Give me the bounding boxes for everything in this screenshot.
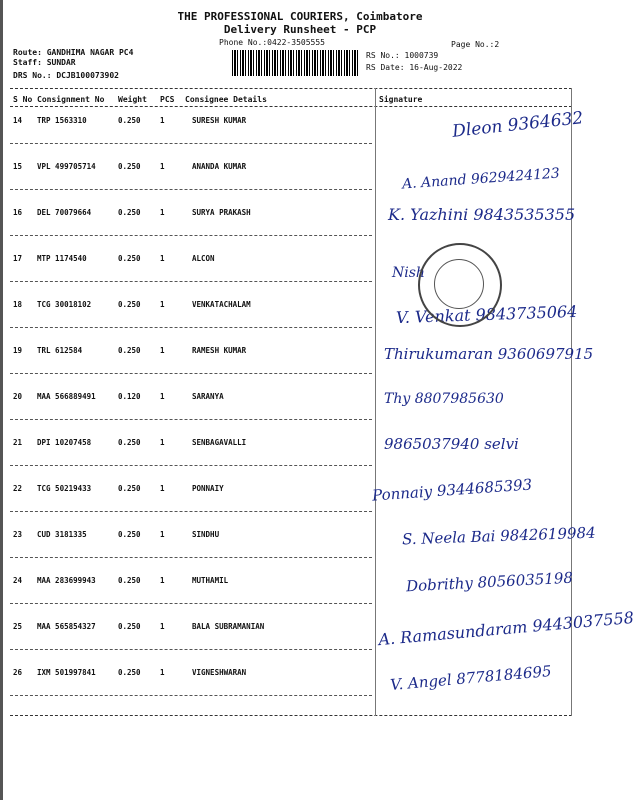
table-row — [0, 568, 600, 617]
row-pcs: 1 — [160, 208, 165, 217]
col-header-weight: Weight — [118, 95, 147, 104]
row-sno: 26 — [13, 668, 23, 677]
table-row — [0, 295, 600, 341]
row-consignment-no: CUD 3181335 — [37, 530, 87, 539]
row-sno: 17 — [13, 254, 23, 263]
table-row — [0, 663, 600, 709]
row-pcs: 1 — [160, 254, 165, 263]
row-consignment-no: TCG 30018102 — [37, 300, 92, 309]
rs-date: RS Date: 16-Aug-2022 — [366, 63, 463, 72]
row-consignment-no: TRP 1563310 — [37, 116, 87, 125]
row-consignment-no: DEL 70079664 — [37, 208, 92, 217]
handwritten-signature: Thirukumaran 9360697915 — [384, 345, 594, 363]
row-weight: 0.250 — [118, 530, 141, 539]
row-pcs: 1 — [160, 162, 165, 171]
row-consignee: SURESH KUMAR — [192, 116, 247, 125]
row-separator — [10, 373, 372, 374]
row-consignment-no: MTP 1174540 — [37, 254, 87, 263]
row-sno: 25 — [13, 622, 23, 631]
row-sno: 16 — [13, 208, 23, 217]
staff-label: Staff: SUNDAR — [13, 58, 76, 67]
handwritten-signature: V. Angel 8778184695 — [389, 661, 553, 695]
row-sno: 15 — [13, 162, 23, 171]
barcode — [232, 50, 358, 76]
table-bottom-rule — [10, 715, 572, 716]
row-weight: 0.250 — [118, 208, 141, 217]
row-consignment-no: MAA 283699943 — [37, 576, 96, 585]
row-pcs: 1 — [160, 300, 165, 309]
row-consignment-no: IXM 501997841 — [37, 668, 96, 677]
rs-number: RS No.: 1000739 — [366, 51, 439, 60]
handwritten-signature: Ponnaiy 9344685393 — [371, 475, 533, 505]
row-sno: 24 — [13, 576, 23, 585]
col-header-signature: Signature — [379, 95, 423, 104]
row-consignee: SINDHU — [192, 530, 220, 539]
row-separator — [10, 603, 372, 604]
row-consignment-no: DPI 10207458 — [37, 438, 92, 447]
handwritten-signature: K. Yazhini 9843535355 — [388, 205, 576, 224]
row-consignee: ALCON — [192, 254, 215, 263]
table-row — [0, 249, 600, 295]
row-separator — [10, 695, 372, 696]
row-sno: 18 — [13, 300, 23, 309]
row-consignee: MUTHAMIL — [192, 576, 229, 585]
row-weight: 0.250 — [118, 116, 141, 125]
row-consignment-no: TCG 50219433 — [37, 484, 92, 493]
row-weight: 0.250 — [118, 438, 141, 447]
row-consignment-no: TRL 612584 — [37, 346, 83, 355]
row-weight: 0.250 — [118, 162, 141, 171]
company-name: THE PROFESSIONAL COURIERS, Coimbatore — [177, 10, 423, 23]
row-separator — [10, 511, 372, 512]
row-separator — [10, 465, 372, 466]
row-separator — [10, 327, 372, 328]
row-pcs: 1 — [160, 438, 165, 447]
row-consignment-no: MAA 566889491 — [37, 392, 96, 401]
row-separator — [10, 189, 372, 190]
table-row — [0, 433, 600, 479]
handwritten-signature: A. Ramasundaram 9443037558 — [377, 607, 635, 650]
row-weight: 0.250 — [118, 622, 141, 631]
row-consignee: RAMESH KUMAR — [192, 346, 247, 355]
table-row — [0, 475, 600, 525]
header-bottom-rule — [10, 106, 572, 107]
row-pcs: 1 — [160, 484, 165, 493]
row-consignment-no: VPL 499705714 — [37, 162, 96, 171]
row-pcs: 1 — [160, 576, 165, 585]
row-pcs: 1 — [160, 622, 165, 631]
row-consignee: SURYA PRAKASH — [192, 208, 251, 217]
row-sno: 14 — [13, 116, 23, 125]
table-row — [0, 387, 600, 433]
col-header-sno: S No — [13, 95, 33, 104]
row-sno: 20 — [13, 392, 23, 401]
table-row — [0, 108, 600, 157]
document-title — [0, 10, 600, 36]
row-separator — [10, 281, 372, 282]
row-weight: 0.250 — [118, 484, 141, 493]
row-consignee: PONNAIY — [192, 484, 224, 493]
col-header-consignee: Consignee Details — [185, 95, 267, 104]
sheet-title: Delivery Runsheet - PCP — [223, 23, 377, 36]
row-sno: 19 — [13, 346, 23, 355]
handwritten-signature: Thy 8807985630 — [384, 391, 504, 407]
header-top-rule — [10, 88, 572, 89]
route-label: Route: GANDHIMA NAGAR PC4 — [13, 48, 134, 57]
row-pcs: 1 — [160, 116, 165, 125]
delivery-stamp — [418, 243, 502, 327]
row-weight: 0.120 — [118, 392, 141, 401]
row-consignee: SENBAGAVALLI — [192, 438, 247, 447]
row-pcs: 1 — [160, 392, 165, 401]
row-consignment-no: MAA 565854327 — [37, 622, 96, 631]
row-separator — [10, 649, 372, 650]
handwritten-signature: 9865037940 selvi — [384, 435, 519, 453]
row-pcs: 1 — [160, 530, 165, 539]
phone-number: Phone No.:0422-3505555 — [219, 38, 325, 47]
row-consignee: SARANYA — [192, 392, 224, 401]
row-weight: 0.250 — [118, 346, 141, 355]
row-separator — [10, 419, 372, 420]
row-weight: 0.250 — [118, 668, 141, 677]
row-separator — [10, 143, 372, 144]
rs-info — [366, 50, 462, 74]
row-consignee: BALA SUBRAMANIAN — [192, 622, 265, 631]
table-row — [0, 157, 600, 203]
row-consignee: ANANDA KUMAR — [192, 162, 247, 171]
row-weight: 0.250 — [118, 576, 141, 585]
table-row — [0, 203, 600, 249]
row-sno: 21 — [13, 438, 23, 447]
table-row — [0, 525, 600, 571]
row-weight: 0.250 — [118, 300, 141, 309]
row-separator — [10, 235, 372, 236]
row-pcs: 1 — [160, 346, 165, 355]
row-sno: 22 — [13, 484, 23, 493]
col-header-consignment: Consignment No — [37, 95, 105, 104]
table-row — [0, 607, 635, 663]
col-header-pcs: PCS — [160, 95, 175, 104]
drs-number: DRS No.: DCJB100073902 — [13, 71, 119, 80]
table-row — [0, 341, 600, 387]
row-sno: 23 — [13, 530, 23, 539]
handwritten-signature: Dobrithy 8056035198 — [405, 568, 574, 596]
handwritten-signature: S. Neela Bai 9842619984 — [401, 523, 596, 549]
row-consignee: VENKATACHALAM — [192, 300, 251, 309]
handwritten-signature: Nish — [392, 265, 425, 281]
row-separator — [10, 557, 372, 558]
stamp-inner-ring — [434, 259, 484, 309]
row-consignee: VIGNESHWARAN — [192, 668, 247, 677]
handwritten-signature: V. Venkat 9843735064 — [395, 301, 578, 328]
handwritten-signature: A. Anand 9629424123 — [401, 165, 561, 193]
handwritten-signature: Dleon 9364632 — [451, 108, 585, 142]
row-weight: 0.250 — [118, 254, 141, 263]
page-number: Page No.:2 — [451, 40, 500, 49]
row-pcs: 1 — [160, 668, 165, 677]
